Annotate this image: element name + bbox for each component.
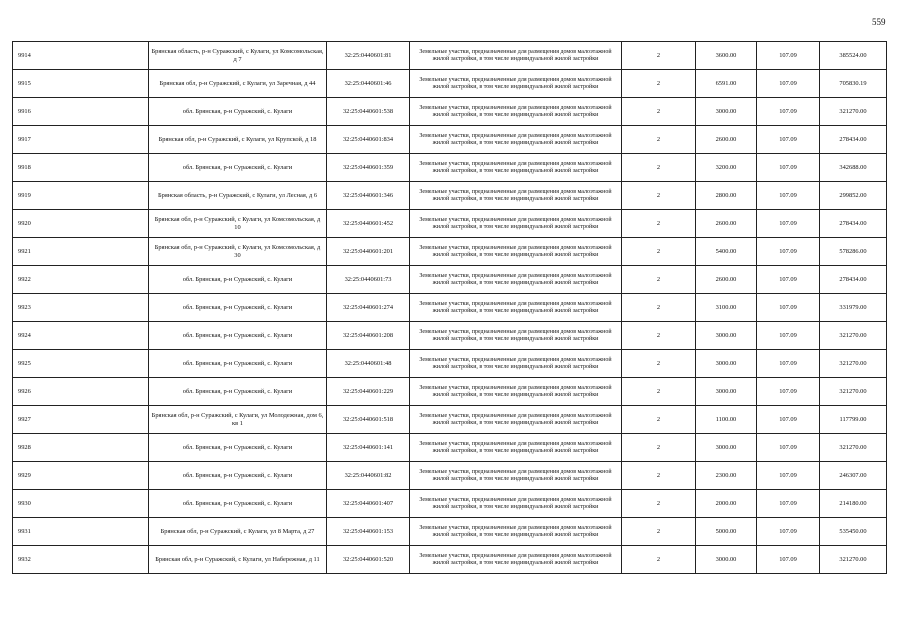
row-number-cell: 9917 bbox=[13, 126, 149, 154]
area-cell: 3000.00 bbox=[696, 434, 757, 462]
rate-cell: 107.09 bbox=[757, 210, 820, 238]
cadastral-number-cell: 32:25:0440601:141 bbox=[327, 434, 410, 462]
land-use-cell: Земельные участки, предназначенные для размещения домов малоэтажной жилой застройки, в том числе индивидуальной жилой застройки bbox=[410, 378, 622, 406]
cadastral-number-cell: 32:25:0440601:81 bbox=[327, 42, 410, 70]
rate-cell: 107.09 bbox=[757, 350, 820, 378]
row-number-cell: 9928 bbox=[13, 434, 149, 462]
cadastral-number-cell: 32:25:0440601:346 bbox=[327, 182, 410, 210]
land-use-cell: Земельные участки, предназначенные для размещения домов малоэтажной жилой застройки, в том числе индивидуальной жилой застройки bbox=[410, 490, 622, 518]
cadastral-number-cell: 32:25:0440601:208 bbox=[327, 322, 410, 350]
address-cell: обл. Брянская, р-н Суражский, с. Кулаги bbox=[149, 322, 327, 350]
table-row bbox=[13, 490, 887, 518]
address-cell: Брянская обл, р-н Суражский, с Кулаги, ул Крупской, д 18 bbox=[149, 126, 327, 154]
table-row bbox=[13, 546, 887, 574]
rate-cell: 107.09 bbox=[757, 238, 820, 266]
area-cell: 3000.00 bbox=[696, 98, 757, 126]
rate-cell: 107.09 bbox=[757, 462, 820, 490]
rate-cell: 107.09 bbox=[757, 406, 820, 434]
area-cell: 3000.00 bbox=[696, 546, 757, 574]
land-register-table bbox=[12, 41, 887, 574]
rate-cell: 107.09 bbox=[757, 490, 820, 518]
land-use-cell: Земельные участки, предназначенные для размещения домов малоэтажной жилой застройки, в том числе индивидуальной жилой застройки bbox=[410, 462, 622, 490]
land-use-cell: Земельные участки, предназначенные для размещения домов малоэтажной жилой застройки, в том числе индивидуальной жилой застройки bbox=[410, 70, 622, 98]
group-cell: 2 bbox=[622, 546, 696, 574]
rate-cell: 107.09 bbox=[757, 98, 820, 126]
group-cell: 2 bbox=[622, 154, 696, 182]
table-row bbox=[13, 42, 887, 70]
row-number-cell: 9929 bbox=[13, 462, 149, 490]
group-cell: 2 bbox=[622, 462, 696, 490]
row-number-cell: 9922 bbox=[13, 266, 149, 294]
cadastral-value-cell: 214180.00 bbox=[820, 490, 887, 518]
row-number-cell: 9919 bbox=[13, 182, 149, 210]
table-row bbox=[13, 378, 887, 406]
table-row bbox=[13, 210, 887, 238]
cadastral-number-cell: 32:25:0440601:46 bbox=[327, 70, 410, 98]
address-cell: обл. Брянская, р-н Суражский, с. Кулаги bbox=[149, 294, 327, 322]
area-cell: 2000.00 bbox=[696, 490, 757, 518]
cadastral-number-cell: 32:25:0440601:82 bbox=[327, 462, 410, 490]
group-cell: 2 bbox=[622, 210, 696, 238]
cadastral-value-cell: 246307.00 bbox=[820, 462, 887, 490]
rate-cell: 107.09 bbox=[757, 518, 820, 546]
land-use-cell: Земельные участки, предназначенные для размещения домов малоэтажной жилой застройки, в том числе индивидуальной жилой застройки bbox=[410, 434, 622, 462]
area-cell: 1100.00 bbox=[696, 406, 757, 434]
table-row bbox=[13, 434, 887, 462]
group-cell: 2 bbox=[622, 490, 696, 518]
land-use-cell: Земельные участки, предназначенные для размещения домов малоэтажной жилой застройки, в том числе индивидуальной жилой застройки bbox=[410, 350, 622, 378]
cadastral-number-cell: 32:25:0440601:153 bbox=[327, 518, 410, 546]
group-cell: 2 bbox=[622, 266, 696, 294]
table-row bbox=[13, 350, 887, 378]
row-number-cell: 9920 bbox=[13, 210, 149, 238]
land-use-cell: Земельные участки, предназначенные для размещения домов малоэтажной жилой застройки, в том числе индивидуальной жилой застройки bbox=[410, 210, 622, 238]
cadastral-value-cell: 705830.19 bbox=[820, 70, 887, 98]
rate-cell: 107.09 bbox=[757, 126, 820, 154]
area-cell: 3200.00 bbox=[696, 154, 757, 182]
address-cell: обл. Брянская, р-н Суражский, с. Кулаги bbox=[149, 98, 327, 126]
address-cell: обл. Брянская, р-н Суражский, с. Кулаги bbox=[149, 434, 327, 462]
address-cell: обл. Брянская, р-н Суражский, с. Кулаги bbox=[149, 490, 327, 518]
group-cell: 2 bbox=[622, 98, 696, 126]
address-cell: Брянская область, р-н Суражский, с Кулаги, ул Комсомольская, д 7 bbox=[149, 42, 327, 70]
cadastral-value-cell: 321270.00 bbox=[820, 378, 887, 406]
area-cell: 2600.00 bbox=[696, 266, 757, 294]
cadastral-number-cell: 32:25:0440601:538 bbox=[327, 98, 410, 126]
cadastral-number-cell: 32:25:0440601:520 bbox=[327, 546, 410, 574]
cadastral-value-cell: 278434.00 bbox=[820, 210, 887, 238]
cadastral-value-cell: 321270.00 bbox=[820, 350, 887, 378]
rate-cell: 107.09 bbox=[757, 182, 820, 210]
group-cell: 2 bbox=[622, 434, 696, 462]
area-cell: 6591.00 bbox=[696, 70, 757, 98]
group-cell: 2 bbox=[622, 518, 696, 546]
address-cell: Брянская область, р-н Суражский, с Кулаги, ул Лесная, д 6 bbox=[149, 182, 327, 210]
land-use-cell: Земельные участки, предназначенные для размещения домов малоэтажной жилой застройки, в том числе индивидуальной жилой застройки bbox=[410, 406, 622, 434]
land-use-cell: Земельные участки, предназначенные для размещения домов малоэтажной жилой застройки, в том числе индивидуальной жилой застройки bbox=[410, 294, 622, 322]
cadastral-value-cell: 299852.00 bbox=[820, 182, 887, 210]
row-number-cell: 9923 bbox=[13, 294, 149, 322]
table-row bbox=[13, 322, 887, 350]
address-cell: Брянская обл, р-н Суражский, с Кулаги, ул Набережная, д 11 bbox=[149, 546, 327, 574]
row-number-cell: 9916 bbox=[13, 98, 149, 126]
group-cell: 2 bbox=[622, 70, 696, 98]
table-row bbox=[13, 294, 887, 322]
cadastral-number-cell: 32:25:0440601:274 bbox=[327, 294, 410, 322]
table-row bbox=[13, 70, 887, 98]
group-cell: 2 bbox=[622, 238, 696, 266]
area-cell: 2800.00 bbox=[696, 182, 757, 210]
address-cell: Брянская обл, р-н Суражский, с Кулаги, ул 8 Марта, д 27 bbox=[149, 518, 327, 546]
area-cell: 5400.00 bbox=[696, 238, 757, 266]
cadastral-number-cell: 32:25:0440601:73 bbox=[327, 266, 410, 294]
row-number-cell: 9931 bbox=[13, 518, 149, 546]
cadastral-value-cell: 535450.00 bbox=[820, 518, 887, 546]
rate-cell: 107.09 bbox=[757, 42, 820, 70]
address-cell: обл. Брянская, р-н Суражский, с. Кулаги bbox=[149, 378, 327, 406]
cadastral-number-cell: 32:25:0440601:518 bbox=[327, 406, 410, 434]
cadastral-value-cell: 321270.00 bbox=[820, 322, 887, 350]
table-row bbox=[13, 406, 887, 434]
address-cell: Брянская обл, р-н Суражский, с Кулаги, ул Комсомольская, д 30 bbox=[149, 238, 327, 266]
address-cell: обл. Брянская, р-н Суражский, с. Кулаги bbox=[149, 350, 327, 378]
rate-cell: 107.09 bbox=[757, 434, 820, 462]
group-cell: 2 bbox=[622, 350, 696, 378]
rate-cell: 107.09 bbox=[757, 294, 820, 322]
address-cell: Брянская обл, р-н Суражский, с Кулаги, ул Заречная, д 44 bbox=[149, 70, 327, 98]
cadastral-number-cell: 32:25:0440601:834 bbox=[327, 126, 410, 154]
area-cell: 3000.00 bbox=[696, 378, 757, 406]
area-cell: 3000.00 bbox=[696, 322, 757, 350]
cadastral-number-cell: 32:25:0440601:452 bbox=[327, 210, 410, 238]
cadastral-value-cell: 331979.00 bbox=[820, 294, 887, 322]
cadastral-value-cell: 321270.00 bbox=[820, 98, 887, 126]
group-cell: 2 bbox=[622, 126, 696, 154]
group-cell: 2 bbox=[622, 322, 696, 350]
table-row bbox=[13, 154, 887, 182]
table-row bbox=[13, 238, 887, 266]
cadastral-value-cell: 321270.00 bbox=[820, 434, 887, 462]
cadastral-value-cell: 117799.00 bbox=[820, 406, 887, 434]
area-cell: 5000.00 bbox=[696, 518, 757, 546]
row-number-cell: 9926 bbox=[13, 378, 149, 406]
area-cell: 2300.00 bbox=[696, 462, 757, 490]
row-number-cell: 9932 bbox=[13, 546, 149, 574]
group-cell: 2 bbox=[622, 406, 696, 434]
row-number-cell: 9914 bbox=[13, 42, 149, 70]
address-cell: обл. Брянская, р-н Суражский, с. Кулаги bbox=[149, 266, 327, 294]
address-cell: Брянская обл, р-н Суражский, с Кулаги, ул Комсомольская, д 10 bbox=[149, 210, 327, 238]
land-use-cell: Земельные участки, предназначенные для размещения домов малоэтажной жилой застройки, в том числе индивидуальной жилой застройки bbox=[410, 154, 622, 182]
cadastral-value-cell: 385524.00 bbox=[820, 42, 887, 70]
rate-cell: 107.09 bbox=[757, 154, 820, 182]
cadastral-value-cell: 278434.00 bbox=[820, 266, 887, 294]
address-cell: Брянская обл, р-н Суражский, с Кулаги, ул Молодежная, дом 6, кв 1 bbox=[149, 406, 327, 434]
land-use-cell: Земельные участки, предназначенные для размещения домов малоэтажной жилой застройки, в том числе индивидуальной жилой застройки bbox=[410, 42, 622, 70]
table-row bbox=[13, 518, 887, 546]
cadastral-number-cell: 32:25:0440601:48 bbox=[327, 350, 410, 378]
cadastral-number-cell: 32:25:0440601:359 bbox=[327, 154, 410, 182]
cadastral-value-cell: 342688.00 bbox=[820, 154, 887, 182]
cadastral-number-cell: 32:25:0440601:407 bbox=[327, 490, 410, 518]
area-cell: 2600.00 bbox=[696, 126, 757, 154]
land-use-cell: Земельные участки, предназначенные для размещения домов малоэтажной жилой застройки, в том числе индивидуальной жилой застройки bbox=[410, 266, 622, 294]
group-cell: 2 bbox=[622, 182, 696, 210]
land-use-cell: Земельные участки, предназначенные для размещения домов малоэтажной жилой застройки, в том числе индивидуальной жилой застройки bbox=[410, 182, 622, 210]
area-cell: 3000.00 bbox=[696, 350, 757, 378]
address-cell: обл. Брянская, р-н Суражский, с. Кулаги bbox=[149, 462, 327, 490]
rate-cell: 107.09 bbox=[757, 322, 820, 350]
cadastral-value-cell: 321270.00 bbox=[820, 546, 887, 574]
group-cell: 2 bbox=[622, 294, 696, 322]
rate-cell: 107.09 bbox=[757, 378, 820, 406]
row-number-cell: 9915 bbox=[13, 70, 149, 98]
rate-cell: 107.09 bbox=[757, 266, 820, 294]
table-row bbox=[13, 98, 887, 126]
land-use-cell: Земельные участки, предназначенные для размещения домов малоэтажной жилой застройки, в том числе индивидуальной жилой застройки bbox=[410, 98, 622, 126]
cadastral-value-cell: 578286.00 bbox=[820, 238, 887, 266]
address-cell: обл. Брянская, р-н Суражский, с. Кулаги bbox=[149, 154, 327, 182]
land-use-cell: Земельные участки, предназначенные для размещения домов малоэтажной жилой застройки, в том числе индивидуальной жилой застройки bbox=[410, 126, 622, 154]
row-number-cell: 9927 bbox=[13, 406, 149, 434]
row-number-cell: 9918 bbox=[13, 154, 149, 182]
cadastral-value-cell: 278434.00 bbox=[820, 126, 887, 154]
row-number-cell: 9930 bbox=[13, 490, 149, 518]
rate-cell: 107.09 bbox=[757, 70, 820, 98]
cadastral-number-cell: 32:25:0440601:229 bbox=[327, 378, 410, 406]
area-cell: 3100.00 bbox=[696, 294, 757, 322]
table-row bbox=[13, 126, 887, 154]
area-cell: 2600.00 bbox=[696, 210, 757, 238]
table-row bbox=[13, 462, 887, 490]
group-cell: 2 bbox=[622, 42, 696, 70]
page-number: 559 bbox=[872, 17, 886, 27]
rate-cell: 107.09 bbox=[757, 546, 820, 574]
area-cell: 3600.00 bbox=[696, 42, 757, 70]
cadastral-number-cell: 32:25:0440601:201 bbox=[327, 238, 410, 266]
table-body bbox=[13, 42, 887, 574]
group-cell: 2 bbox=[622, 378, 696, 406]
row-number-cell: 9921 bbox=[13, 238, 149, 266]
row-number-cell: 9925 bbox=[13, 350, 149, 378]
table-row bbox=[13, 266, 887, 294]
table-row bbox=[13, 182, 887, 210]
land-use-cell: Земельные участки, предназначенные для размещения домов малоэтажной жилой застройки, в том числе индивидуальной жилой застройки bbox=[410, 546, 622, 574]
land-use-cell: Земельные участки, предназначенные для размещения домов малоэтажной жилой застройки, в том числе индивидуальной жилой застройки bbox=[410, 238, 622, 266]
row-number-cell: 9924 bbox=[13, 322, 149, 350]
land-use-cell: Земельные участки, предназначенные для размещения домов малоэтажной жилой застройки, в том числе индивидуальной жилой застройки bbox=[410, 322, 622, 350]
land-use-cell: Земельные участки, предназначенные для размещения домов малоэтажной жилой застройки, в том числе индивидуальной жилой застройки bbox=[410, 518, 622, 546]
